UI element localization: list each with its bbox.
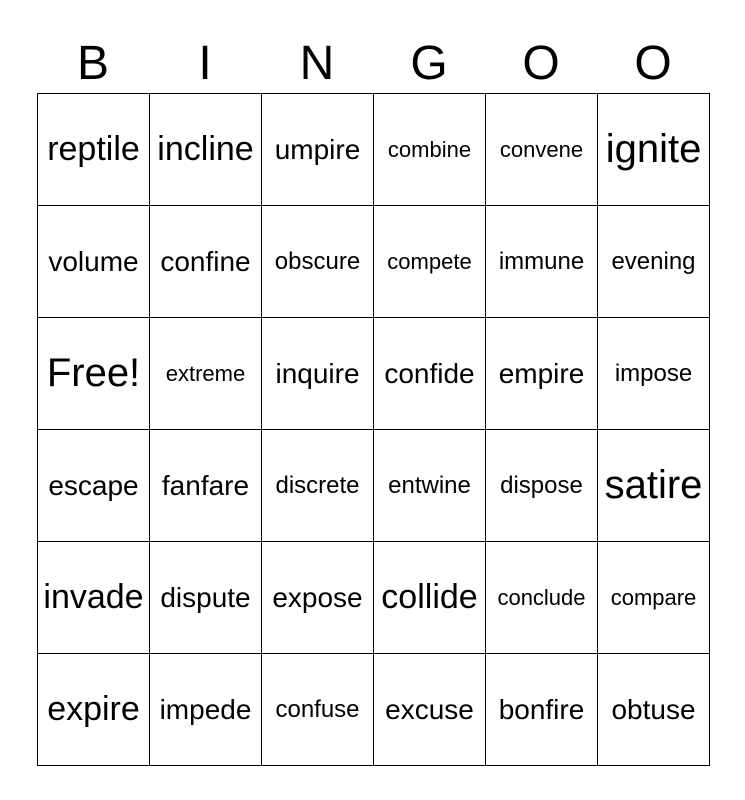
bingo-cell[interactable]: fanfare — [149, 429, 262, 542]
header-letter: N — [299, 37, 335, 90]
bingo-cell[interactable]: invade — [37, 541, 150, 654]
bingo-cell[interactable]: impede — [149, 653, 262, 766]
bingo-cell[interactable]: ignite — [597, 93, 710, 206]
bingo-cell[interactable]: excuse — [373, 653, 486, 766]
header-letter: I — [198, 37, 212, 90]
bingo-cell[interactable]: confine — [149, 205, 262, 318]
bingo-cell[interactable]: convene — [485, 93, 598, 206]
bingo-cell[interactable]: bonfire — [485, 653, 598, 766]
bingo-cell[interactable]: collide — [373, 541, 486, 654]
header-letter: O — [522, 37, 560, 90]
bingo-cell[interactable]: impose — [597, 317, 710, 430]
bingo-cell[interactable]: volume — [37, 205, 150, 318]
bingo-cell[interactable]: satire — [597, 429, 710, 542]
bingo-cell[interactable]: confide — [373, 317, 486, 430]
bingo-cell[interactable]: dispute — [149, 541, 262, 654]
bingo-cell[interactable]: compare — [597, 541, 710, 654]
bingo-cell[interactable]: escape — [37, 429, 150, 542]
bingo-cell[interactable]: immune — [485, 205, 598, 318]
bingo-cell[interactable]: obtuse — [597, 653, 710, 766]
free-space-cell[interactable]: Free! — [37, 317, 150, 430]
bingo-cell[interactable]: combine — [373, 93, 486, 206]
header-letter: G — [410, 37, 448, 90]
bingo-cell[interactable]: inquire — [261, 317, 374, 430]
bingo-cell[interactable]: reptile — [37, 93, 150, 206]
bingo-header — [37, 34, 709, 94]
bingo-cell[interactable]: obscure — [261, 205, 374, 318]
bingo-cell[interactable]: discrete — [261, 429, 374, 542]
bingo-cell[interactable]: conclude — [485, 541, 598, 654]
bingo-cell[interactable]: expose — [261, 541, 374, 654]
bingo-cell[interactable]: entwine — [373, 429, 486, 542]
bingo-cell[interactable]: empire — [485, 317, 598, 430]
bingo-cell[interactable]: dispose — [485, 429, 598, 542]
bingo-cell[interactable]: umpire — [261, 93, 374, 206]
bingo-cell[interactable]: extreme — [149, 317, 262, 430]
header-letter: B — [76, 37, 109, 90]
bingo-board — [37, 93, 709, 765]
bingo-cell[interactable]: confuse — [261, 653, 374, 766]
header-letter: O — [634, 37, 672, 90]
bingo-cell[interactable]: incline — [149, 93, 262, 206]
bingo-cell[interactable]: evening — [597, 205, 710, 318]
bingo-cell[interactable]: expire — [37, 653, 150, 766]
bingo-cell[interactable]: compete — [373, 205, 486, 318]
